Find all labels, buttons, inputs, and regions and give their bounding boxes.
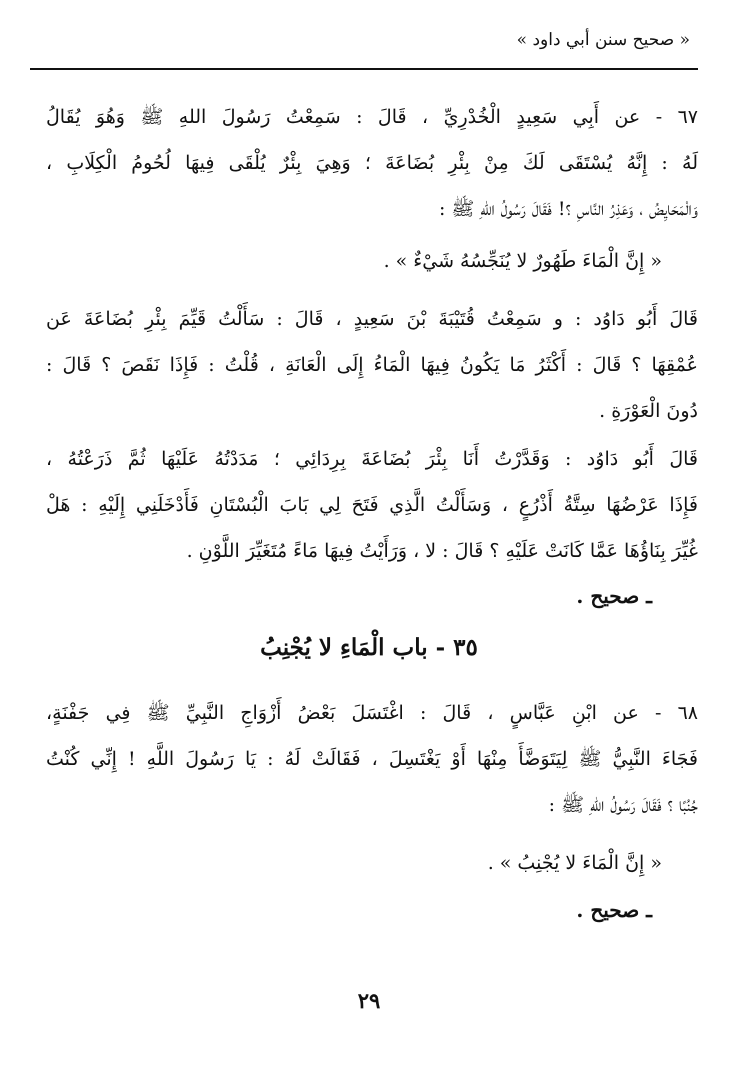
hadith-67-line-2: لَهُ : إِنَّهُ يُسْتَقَى لَكَ مِنْ بِئْرِ بُضَاعَةَ ؛ وَهِيَ بِئْرٌ يُلْقَى فِيهَا لُحُومُ الْكِلَابِ ، bbox=[46, 152, 698, 174]
abu-dawud-note-1 bbox=[46, 296, 698, 434]
abu-dawud-note-2 bbox=[46, 436, 698, 574]
hadith-68-quote: « إِنَّ الْمَاءَ لا يُجْنِبُ » . bbox=[487, 852, 662, 874]
hadith-68-line-2: فَجَاءَ النَّبِيُّ ﷺ لِيَتَوَضَّأَ مِنْهَا أَوْ يَغْتَسِلَ ، فَقَالَتْ لَهُ : يَا رَسُولَ اللَّهِ ! إِنِّي كُنْتُ bbox=[46, 748, 698, 770]
note-2-line-3: غُيِّرَ بِنَاؤُهَا عَمَّا كَانَتْ عَلَيْهِ ؟ قَالَ : لا ، وَرَأَيْتُ فِيهَا مَاءً مُتَغَيِّرَ اللَّوْنِ . bbox=[186, 540, 698, 562]
note-1-line-2: عُمْقِهَا ؟ قَالَ : أَكْثَرُ مَا يَكُونُ فِيهَا الْمَاءُ إِلَى الْعَانَةِ ، قُلْتُ : فَإِذَا نَقَصَ ؟ قَالَ : bbox=[46, 354, 698, 376]
running-title: « صحيح سنن أبي داود » bbox=[516, 30, 690, 50]
header-rule bbox=[30, 68, 698, 70]
page-number: ٢٩ bbox=[357, 988, 381, 1013]
note-1-line-3: دُونَ الْعَوْرَةِ . bbox=[599, 400, 698, 422]
note-1-line-1: قَالَ أَبُو دَاوُد : و سَمِعْتُ قُتَيْبَةَ بْنَ سَعِيدٍ ، قَالَ : سَأَلْتُ قَيِّمَ بِئْرِ بُضَاعَةَ عَن bbox=[46, 308, 698, 330]
hadith-67-line-1: ٦٧ - عن أَبِي سَعِيدٍ الْخُدْرِيِّ ، قَالَ : سَمِعْتُ رَسُولَ اللهِ ﷺ وَهُوَ يُقَالُ bbox=[46, 106, 698, 128]
note-2-line-1: قَالَ أَبُو دَاوُد : وَقَدَّرْتُ أَنَا بِئْرَ بُضَاعَةَ بِرِدَائِي ؛ مَدَدْتُهُ عَلَيْهَا ثُمَّ ذَرَعْتُهُ ، bbox=[46, 448, 698, 470]
verdict-hadith-67: ـ صحيح . bbox=[576, 584, 652, 608]
chapter-heading: ٣٥ - باب الْمَاءِ لا يُجْنِبُ bbox=[260, 634, 478, 661]
hadith-67 bbox=[46, 94, 698, 284]
hadith-68-line-3: جُنُبًا ؟ فَقَالَ رَسُولُ اللهِ ﷺ : bbox=[548, 794, 698, 816]
hadith-68 bbox=[46, 690, 698, 886]
hadith-67-line-3: وَالْمَحَايِضُ ، وَعَذِرُ النَّاسِ ؟! فَقَالَ رَسُولُ اللهِ ﷺ : bbox=[438, 198, 698, 220]
verdict-hadith-68: ـ صحيح . bbox=[576, 898, 652, 922]
hadith-68-line-1: ٦٨ - عن ابْنِ عَبَّاسٍ ، قَالَ : اغْتَسَلَ بَعْضُ أَزْوَاجِ النَّبِيِّ ﷺ فِي جَفْنَةٍ، bbox=[46, 702, 698, 724]
hadith-67-quote: « إِنَّ الْمَاءَ طَهُورٌ لا يُنَجِّسُهُ شَيْءٌ » . bbox=[383, 250, 662, 272]
note-2-line-2: فَإِذَا عَرْضُهَا سِتَّةُ أَذْرُعٍ ، وَسَأَلْتُ الَّذِي فَتَحَ لِي بَابَ الْبُسْتَانِ فَأَدْخَلَنِي إِلَيْهِ : هَلْ bbox=[46, 494, 698, 516]
